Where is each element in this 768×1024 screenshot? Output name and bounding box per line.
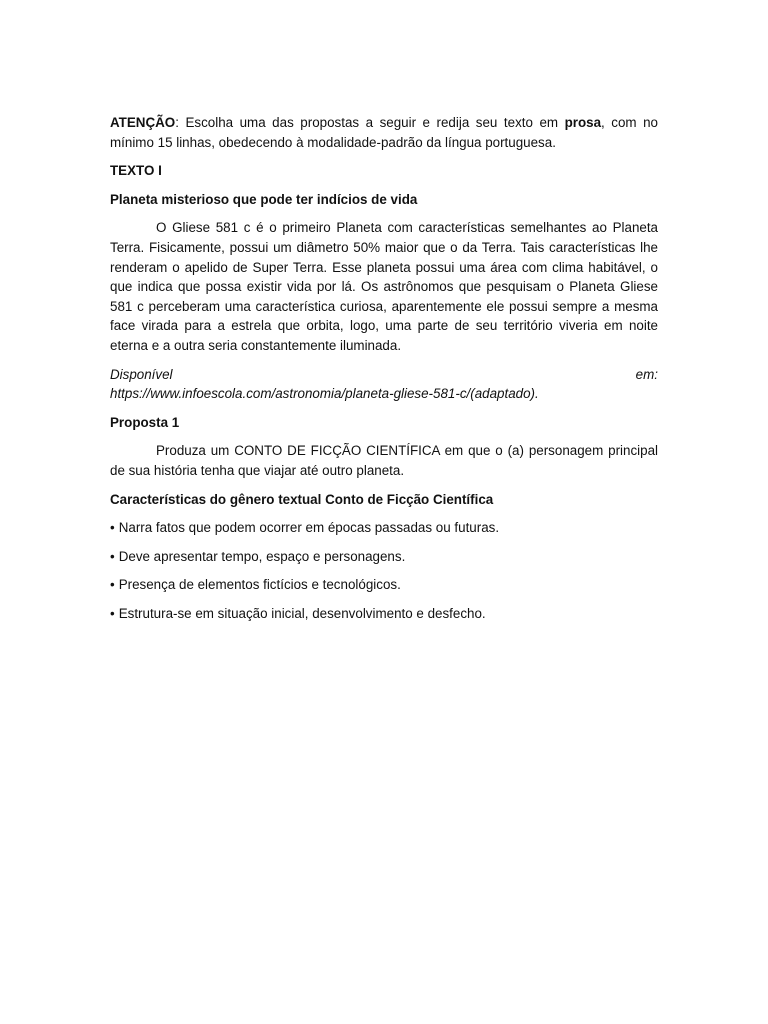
list-item [110, 547, 658, 567]
attention-emphasis: prosa [564, 115, 602, 130]
list-item-text: Narra fatos que podem ocorrer em épocas passadas ou futuras. [118, 520, 500, 536]
source-url: https://www.infoescola.com/astronomia/planeta-gliese-581-c/(adaptado). [110, 386, 539, 402]
bullet-icon: • [110, 577, 115, 593]
attention-paragraph [110, 113, 658, 152]
list-item [110, 518, 658, 538]
attention-label: ATENÇÃO [110, 115, 176, 130]
source-first-line [110, 365, 658, 385]
list-item [110, 575, 658, 595]
caracteristicas-heading: Características do gênero textual Conto de Ficção Científica [110, 491, 494, 507]
proposta1-heading: Proposta 1 [110, 414, 180, 430]
list-item-text: Deve apresentar tempo, espaço e personagens. [118, 548, 406, 564]
bullet-icon: • [110, 605, 115, 621]
source-label: Disponível [110, 366, 173, 382]
bullet-icon: • [110, 548, 115, 564]
list-item-text: Estrutura-se em situação inicial, desenvolvimento e desfecho. [118, 605, 486, 621]
proposta1-body: Produza um CONTO DE FICÇÃO CIENTÍFICA em que o (a) personagem principal de sua história tenha que viajar até outro planeta. [110, 443, 658, 478]
bullet-icon: • [110, 520, 115, 536]
texto1-heading: TEXTO I [110, 163, 162, 179]
texto1-body: O Gliese 581 c é o primeiro Planeta com características semelhantes ao Planeta Terra. Fisicamente, possui um diâmetro 50% maior que o da Terra. Tais características lhe renderam o apelido de Super Terra. Esse planeta possui uma área com clima habitável, o que indica que possa existir vida por lá. Os astrônomos que pesquisam o Planeta Gliese 581 c perceberam uma característica curiosa, aparentemente ele possui sempre a mesma face virada para a estrela que orbita, logo, uma parte de seu território viveria em noite eterna e a outra seria constantemente iluminada. [110, 220, 658, 353]
list-item [110, 604, 658, 624]
source-em: em: [635, 366, 658, 382]
attention-text-before: : Escolha uma das propostas a seguir e redija seu texto em [175, 115, 565, 130]
attention-text-after: , com no mínimo 15 linhas, obedecendo à modalidade-padrão da língua portuguesa. [110, 115, 658, 150]
texto1-title: Planeta misterioso que pode ter indícios de vida [110, 191, 418, 207]
texto1-source [110, 365, 658, 404]
list-item-text: Presença de elementos fictícios e tecnológicos. [118, 577, 401, 593]
